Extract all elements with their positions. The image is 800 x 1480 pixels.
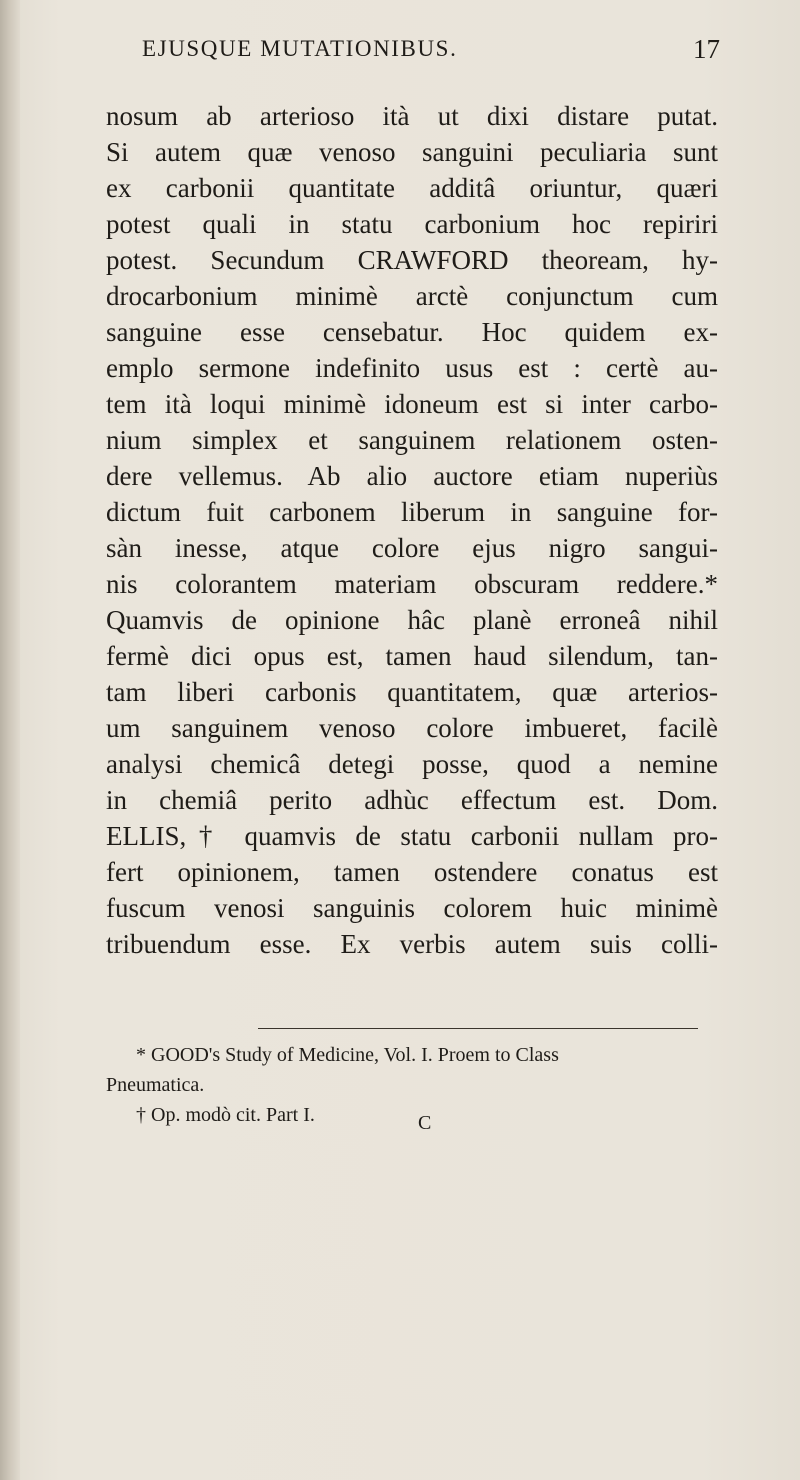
footnote-rule [258, 1028, 698, 1029]
footnote-1-continued: Pneumatica. [106, 1074, 205, 1096]
text-line: tem ità loqui minimè idoneum est si inter carbo- [106, 389, 718, 419]
text-line: ex carbonii quantitate additâ oriuntur, quæri [106, 173, 718, 203]
page-header [80, 24, 720, 74]
text-line: drocarbonium minimè arctè conjunctum cum [106, 281, 718, 311]
text-line: ELLIS,† quamvis de statu carbonii nullam pro- [106, 821, 718, 851]
text-line: um sanguinem venoso colore imbueret, facilè [106, 713, 718, 743]
text-line: sanguine esse censebatur. Hoc quidem ex- [106, 317, 718, 347]
text-line: fuscum venosi sanguinis colorem huic minimè [106, 893, 718, 923]
text-line: potest quali in statu carbonium hoc repiriri [106, 209, 718, 239]
text-line: nis colorantem materiam obscuram reddere.* [106, 569, 718, 599]
footnote-1: * GOOD's Study of Medicine, Vol. I. Proem to Class [136, 1044, 559, 1066]
binding-gutter [0, 0, 20, 1480]
text-line: tribuendum esse. Ex verbis autem suis colli- [106, 929, 718, 959]
text-line: emplo sermone indefinito usus est : certè au- [106, 353, 718, 383]
footnotes [106, 1040, 726, 1130]
text-line: tam liberi carbonis quantitatem, quæ arterios- [106, 677, 718, 707]
text-line: dere vellemus. Ab alio auctore etiam nuperiùs [106, 461, 718, 491]
text-line: analysi chemicâ detegi posse, quod a nemine [106, 749, 718, 779]
text-line: Si autem quæ venoso sanguini peculiaria sunt [106, 137, 718, 167]
page-number: 17 [693, 34, 720, 64]
text-line: dictum fuit carbonem liberum in sanguine for- [106, 497, 718, 527]
text-line: fermè dici opus est, tamen haud silendum, tan- [106, 641, 718, 671]
signature-mark: C [418, 1112, 432, 1134]
body-text [106, 98, 718, 962]
text-line: nosum ab arterioso ità ut dixi distare putat. [106, 101, 718, 131]
running-head: EJUSQUE MUTATIONIBUS. [142, 36, 458, 61]
text-line: sàn inesse, atque colore ejus nigro sangui- [106, 533, 718, 563]
footnote-2: † Op. modò cit. Part I. [136, 1104, 315, 1126]
text-line: nium simplex et sanguinem relationem osten- [106, 425, 718, 455]
text-line: potest. Secundum CRAWFORD theoream, hy- [106, 245, 718, 275]
text-line: fert opinionem, tamen ostendere conatus est [106, 857, 718, 887]
text-line: in chemiâ perito adhùc effectum est. Dom. [106, 785, 718, 815]
text-line: Quamvis de opinione hâc planè erroneâ nihil [106, 605, 718, 635]
